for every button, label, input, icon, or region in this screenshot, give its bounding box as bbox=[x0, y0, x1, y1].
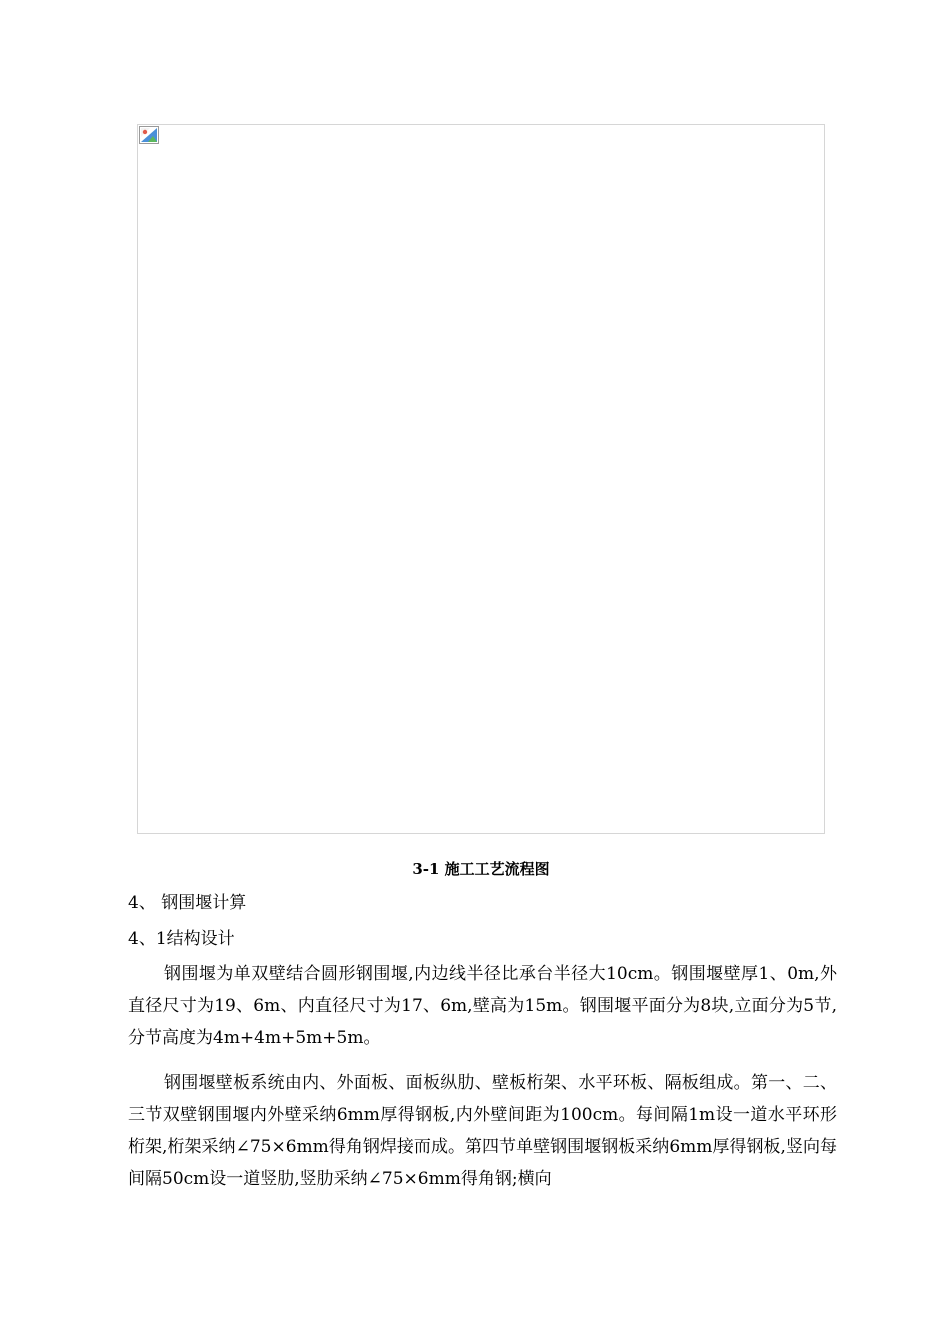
broken-image-icon bbox=[139, 126, 159, 144]
body-paragraph: 钢围堰为单双壁结合圆形钢围堰,内边线半径比承台半径大10cm。钢围堰壁厚1、0m,外直径尺寸为19、6m、内直径尺寸为17、6m,壁高为15m。钢围堰平面分为8块,立面分为5节,分节高度为4m+4m+5m+5m。 bbox=[128, 964, 837, 1048]
body-paragraph: 钢围堰壁板系统由内、外面板、面板纵肋、壁板桁架、水平环板、隔板组成。第一、二、三节双壁钢围堰内外壁采纳6mm厚得钢板,内外壁间距为100cm。每间隔1m设一道水平环形桁架,桁架采纳∠75×6mm得角钢焊接而成。第四节单壁钢围堰钢板采纳6mm厚得钢板,竖向每间隔50cm设一道竖肋,竖肋采纳∠75×6mm得角钢;横向 bbox=[128, 1073, 837, 1189]
figure-caption: 3-1 施工工艺流程图 bbox=[412, 860, 550, 878]
subsection-heading: 4、1结构设计 bbox=[128, 929, 235, 949]
figure-image-placeholder bbox=[137, 124, 825, 834]
section-heading: 4、 钢围堰计算 bbox=[128, 893, 247, 913]
